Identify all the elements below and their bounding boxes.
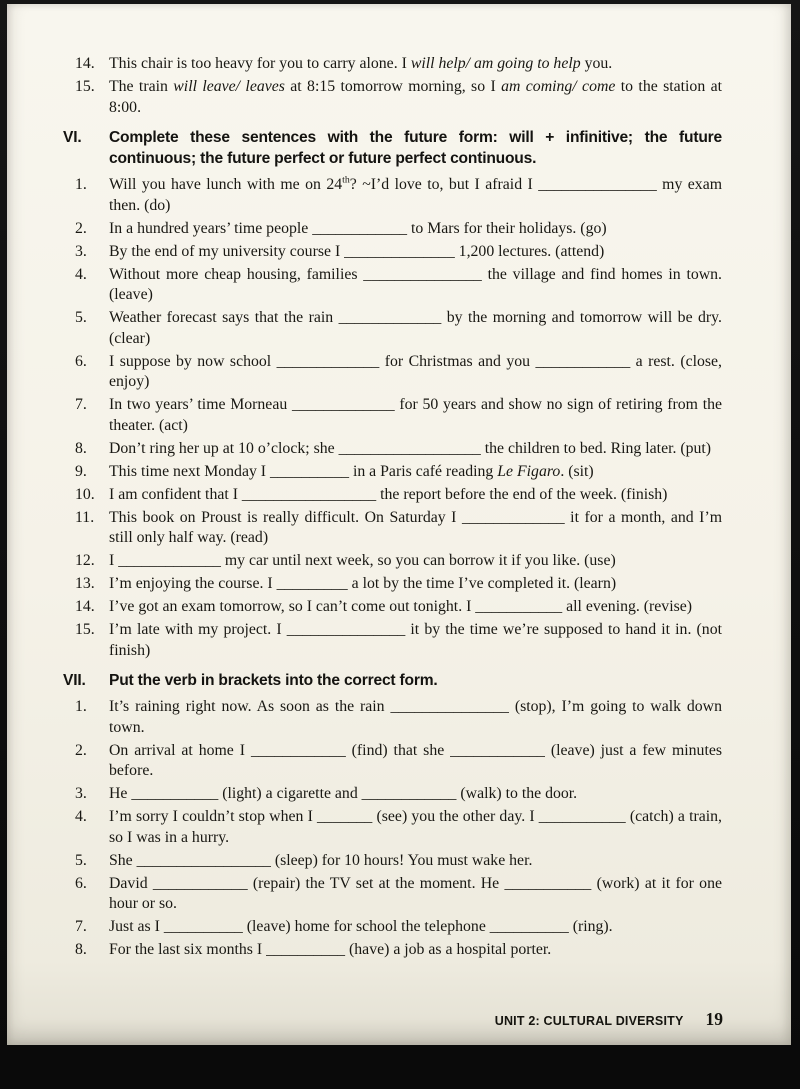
item-text: He ___________ (light) a cigarette and ____________ (walk) to the door. (109, 785, 578, 802)
item-text: I _____________ my car until next week, so you can borrow it if you like. (use) (109, 552, 616, 569)
item-number: 6. (75, 874, 87, 892)
item-text: This time next Monday I __________ in a Paris café reading Le Figaro. (sit) (109, 462, 594, 480)
item-number: 5. (75, 851, 87, 869)
exercise-item (75, 462, 722, 483)
exercise-item (75, 265, 722, 306)
item-number: 14. (75, 55, 95, 72)
exercise-item (75, 395, 722, 436)
item-text: This book on Proust is really difficult. On Saturday I _____________ it for a month, and I’m still only half way. (read) (109, 508, 722, 546)
exercise-item (75, 242, 722, 263)
item-number: 15. (75, 78, 95, 95)
exercise-item (75, 597, 722, 618)
item-number: 4. (75, 265, 87, 283)
exercise-item (75, 439, 722, 460)
item-text: It’s raining right now. As soon as the rain _______________ (stop), I’m going to walk down town. (109, 698, 722, 736)
exercise-item (75, 175, 722, 216)
item-text: I suppose by now school _____________ for Christmas and you ____________ a rest. (close, enjoy) (109, 352, 722, 390)
exercise-item (75, 874, 722, 915)
item-text: The train will leave/ leaves at 8:15 tomorrow morning, so I am coming/ come to the station at 8:00. (109, 78, 723, 116)
section-vi-heading (63, 127, 722, 169)
item-number: 1. (75, 176, 87, 193)
exercise-item (75, 851, 722, 872)
page-number: 19 (705, 1009, 723, 1029)
item-text: By the end of my university course I ______________ 1,200 lectures. (attend) (109, 242, 605, 260)
section-vi-list (75, 175, 722, 661)
item-text: I am confident that I _________________ the report before the end of the week. (finish) (109, 485, 668, 503)
section-vi-title: Complete these sentences with the future form: will + infinitive; the future continuous; the future perfect or future perfect continuous. (109, 129, 722, 167)
exercise-item (75, 508, 722, 549)
section-vii-number: VII. (63, 672, 86, 689)
item-number: 12. (75, 552, 95, 569)
item-text: I’m enjoying the course. I _________ a lot by the time I’ve completed it. (learn) (109, 575, 617, 592)
exercise-item (75, 574, 722, 595)
item-number: 9. (75, 462, 87, 480)
item-number: 1. (75, 698, 87, 715)
item-text: For the last six months I __________ (have) a job as a hospital porter. (109, 941, 552, 958)
item-text: This chair is too heavy for you to carry alone. I will help/ am going to help you. (109, 55, 613, 72)
intro-exercise-list (75, 54, 722, 118)
item-text: She _________________ (sleep) for 10 hours! You must wake her. (109, 851, 533, 869)
item-number: 4. (75, 808, 87, 825)
item-number: 5. (75, 309, 87, 326)
section-vii-title: Put the verb in brackets into the correct form. (109, 672, 438, 689)
exercise-item (75, 352, 722, 393)
item-text: I’m late with my project. I _______________ it by the time we’re supposed to hand it in. (not finish) (109, 621, 722, 659)
page-content (7, 4, 791, 961)
item-text: Will you have lunch with me on 24th? ~I’d love to, but I afraid I _______________ my exam then. (do) (109, 174, 722, 214)
item-text: In two years’ time Morneau _____________ for 50 years and show no sign of retiring from the theater. (act) (109, 396, 722, 434)
item-text: In a hundred years’ time people ____________ to Mars for their holidays. (go) (109, 219, 607, 237)
exercise-item (75, 697, 722, 738)
item-number: 8. (75, 439, 87, 457)
item-text: Weather forecast says that the rain _____________ by the morning and tomorrow will be dry. (clear) (109, 309, 722, 347)
section-vii-list (75, 697, 722, 961)
page-footer (495, 1009, 723, 1030)
exercise-item (75, 485, 722, 506)
item-text: On arrival at home I ____________ (find) that she ____________ (leave) just a few minutes before. (109, 741, 722, 779)
item-number: 3. (75, 785, 87, 802)
item-text: Without more cheap housing, families _______________ the village and find homes in town. (leave) (109, 265, 722, 303)
exercise-item (75, 219, 722, 240)
item-number: 3. (75, 242, 87, 260)
item-number: 15. (75, 621, 95, 638)
exercise-item (75, 620, 722, 661)
item-number: 7. (75, 918, 87, 935)
item-number: 14. (75, 598, 95, 615)
item-text: I’ve got an exam tomorrow, so I can’t come out tonight. I ___________ all evening. (revise) (109, 598, 693, 615)
item-number: 8. (75, 941, 87, 958)
exercise-item (75, 784, 722, 805)
page (7, 4, 791, 1045)
item-number: 13. (75, 575, 95, 592)
item-text: I’m sorry I couldn’t stop when I _______ (see) you the other day. I ___________ (catch) a train, so I was in a hurry. (109, 808, 722, 846)
exercise-item (75, 807, 722, 848)
item-number: 6. (75, 352, 87, 370)
item-number: 11. (75, 508, 95, 526)
item-text: Just as I __________ (leave) home for school the telephone __________ (ring). (109, 918, 613, 935)
section-vii-heading (63, 670, 722, 691)
exercise-item (75, 308, 722, 349)
item-number: 10. (75, 485, 95, 503)
item-text: David ____________ (repair) the TV set at the moment. He ___________ (work) at it for one hour or so. (109, 874, 722, 912)
exercise-item (75, 917, 722, 938)
item-number: 2. (75, 741, 87, 759)
item-number: 2. (75, 219, 87, 237)
exercise-item (75, 551, 722, 572)
exercise-item (75, 54, 722, 75)
section-vi-number: VI. (63, 129, 82, 146)
item-number: 7. (75, 396, 87, 413)
item-text: Don’t ring her up at 10 o’clock; she __________________ the children to bed. Ring later. (put) (109, 439, 712, 457)
unit-label: UNIT 2: CULTURAL DIVERSITY (494, 1014, 684, 1028)
exercise-item (75, 77, 722, 118)
exercise-item (75, 940, 722, 961)
exercise-item (75, 741, 722, 782)
